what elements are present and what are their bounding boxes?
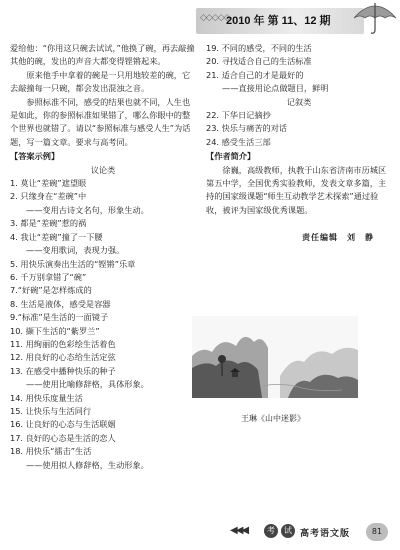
list-item: ——使用拟人修辞格，生动形象。 (26, 459, 149, 470)
list-item: 7.“好碗”是怎样炼成的 (10, 285, 92, 296)
magazine-title: 高考语文版 (300, 529, 351, 539)
landscape-painting (192, 316, 358, 398)
list-item: 6. 千万别拿错了“碗” (10, 271, 87, 282)
paragraph: 原来他手中拿着的碗是一只用地较差的碗，它去敲撞每一只碗，都会发出混浊之音。 (10, 69, 191, 94)
footer (230, 523, 390, 541)
list-item: 20. 寻找适合自己的生活标准 (206, 56, 312, 67)
list-item: 2. 只缘身在“差碗”中 (10, 191, 87, 202)
left-column (10, 42, 196, 472)
list-item: 记叙类 (286, 96, 312, 107)
list-title: 议论类 (90, 164, 116, 175)
list-item: 4. 我让“差碗”撞了一下腰 (10, 231, 103, 242)
list-item: 11. 用绚丽的色彩绘生活着色 (10, 338, 116, 349)
umbrella-icon (352, 0, 398, 34)
list-item: ——变用歌词，表现力强。 (26, 245, 125, 256)
section-heading: 【答案示例】 (10, 151, 60, 162)
list-item: 18. 用快乐“擂击”生活 (10, 446, 92, 457)
list-item: 5. 用快乐演奏出生活的“铿锵”乐章 (10, 258, 136, 269)
list-item: 22. 下华日记摘抄 (206, 110, 271, 121)
bio-heading: 【作者简介】 (206, 151, 256, 162)
list-item: ——直接用论点做题目，鲜明 (222, 83, 329, 94)
right-column (206, 42, 392, 245)
list-item: 17. 良好的心态是生活的恋人 (10, 432, 116, 443)
page-number: 81 (366, 523, 388, 541)
list-item: ——使用比喻修辞格，具体形象。 (26, 379, 149, 390)
painting-caption: 王琳《山中迷影》 (241, 414, 305, 423)
list-item: ——变用古诗文名句，形象生动。 (26, 204, 149, 215)
list-item: 1. 莫让“差碗”遮望眼 (10, 178, 87, 189)
paragraph: 参照标准不同，感受的结果也就不同，人生也是如此，你的参照标准如果错了，哪么你眼中的整个世界也就错了。请以“参照标准与感受人生”为话题，写一篇文章。要求与高考同。 (10, 96, 191, 147)
list-item: 10. 撷下生活的“紫罗兰” (10, 325, 100, 336)
title-list (206, 42, 392, 149)
title-list (10, 177, 196, 472)
header-arrows: ◇◇◇◇◇ (200, 13, 230, 23)
list-item: 12. 用良好的心态给生活定弦 (10, 352, 116, 363)
list-item: 23. 快乐与痛苦的对话 (206, 123, 288, 134)
issue-label: 2010 年 第 11、12 期 (226, 15, 331, 27)
list-item: 21. 适合自己的才是最好的 (206, 69, 304, 80)
list-item: 16. 让良好的心态与生活联姻 (10, 419, 116, 430)
author-bio: 徐巍，高级教师，执教于山东省济南市历城区第五中学，全国优秀实验教师，发表文章多篇，主持的国家级课题“师生互动教学艺术探索”通过验收，被评为国家级优秀课题。 (206, 164, 387, 215)
shi-badge: 试 (281, 524, 295, 538)
footer-arrows: ◀◀◀ (230, 525, 248, 536)
list-item: 19. 不同的感受，不同的生活 (206, 43, 312, 53)
list-item: 8. 生活是液体，感受是容器 (10, 298, 111, 309)
list-item: 14. 用快乐度量生活 (10, 392, 83, 403)
editor-credit: 责任编辑 刘 静 (302, 233, 374, 243)
list-item: 9.“标准”是生活的一面镜子 (10, 312, 109, 323)
list-item: 24. 感受生活三部 (206, 136, 271, 147)
kao-badge: 考 (264, 524, 278, 538)
list-item: 13. 在感受中播种快乐的种子 (10, 365, 116, 376)
list-item: 15. 让快乐与生活同行 (10, 405, 92, 416)
list-item: 3. 都是“差碗”惹的祸 (10, 218, 87, 229)
paragraph: 爱给他：“你用这只碗去试试，”他换了碗，再去敲撞其他的碗，发出的声音大都变得铿锵起来。 (10, 43, 195, 67)
